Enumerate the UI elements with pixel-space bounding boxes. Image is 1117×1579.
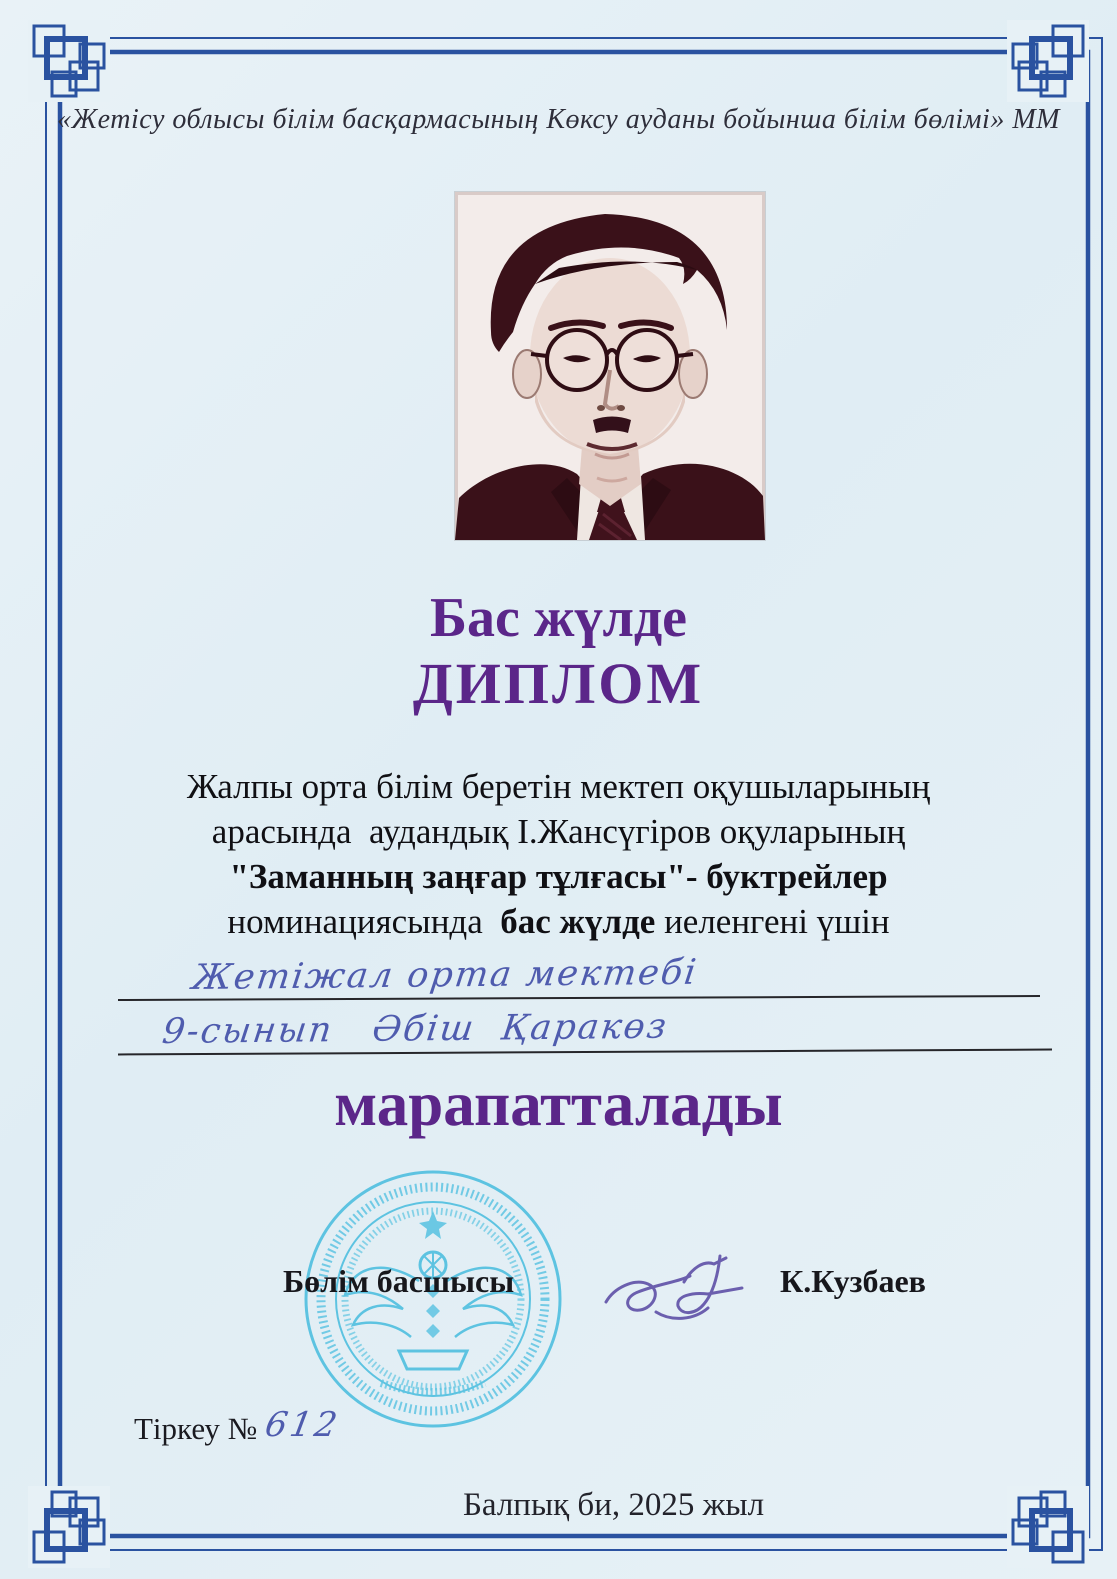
signature xyxy=(596,1248,756,1340)
place-and-year: Балпық би, 2025 жыл xyxy=(462,1487,765,1523)
citation-line-2: арасында аудандық І.Жансүгіров оқуларының xyxy=(211,812,906,851)
signatory-name: К.Кузбаев xyxy=(780,1263,926,1299)
citation-line-4: номинациясында бас жүлде иеленгені үшін xyxy=(227,902,890,941)
citation-line-1: Жалпы орта білім беретін мектеп оқушыларының xyxy=(186,767,931,806)
registration-row xyxy=(134,1405,344,1448)
citation-line-3: "Заманның заңғар тұлғасы"- буктрейлер xyxy=(229,857,888,896)
registration-label: Тіркеу № xyxy=(134,1411,258,1446)
citation-text xyxy=(0,764,1117,944)
signatory-title: Бөлім басшысы xyxy=(283,1263,515,1299)
portrait-illustration xyxy=(455,192,765,540)
award-type-title: Бас жүлде xyxy=(429,587,688,649)
handwritten-recipient-name: 9-сынып Әбіш Қаракөз xyxy=(160,1006,671,1052)
award-verb-title: марапатталады xyxy=(334,1069,783,1139)
handwritten-school-name: Жетіжал орта мектебі xyxy=(190,952,701,998)
portrait-photo xyxy=(455,192,765,540)
organization-header: «Жетісу облысы білім басқармасының Көксу ауданы бойынша білім бөлімі» ММ xyxy=(57,104,1060,135)
diploma-title: ДИПЛОМ xyxy=(412,651,705,716)
registration-number-handwritten: 612 xyxy=(262,1405,344,1445)
